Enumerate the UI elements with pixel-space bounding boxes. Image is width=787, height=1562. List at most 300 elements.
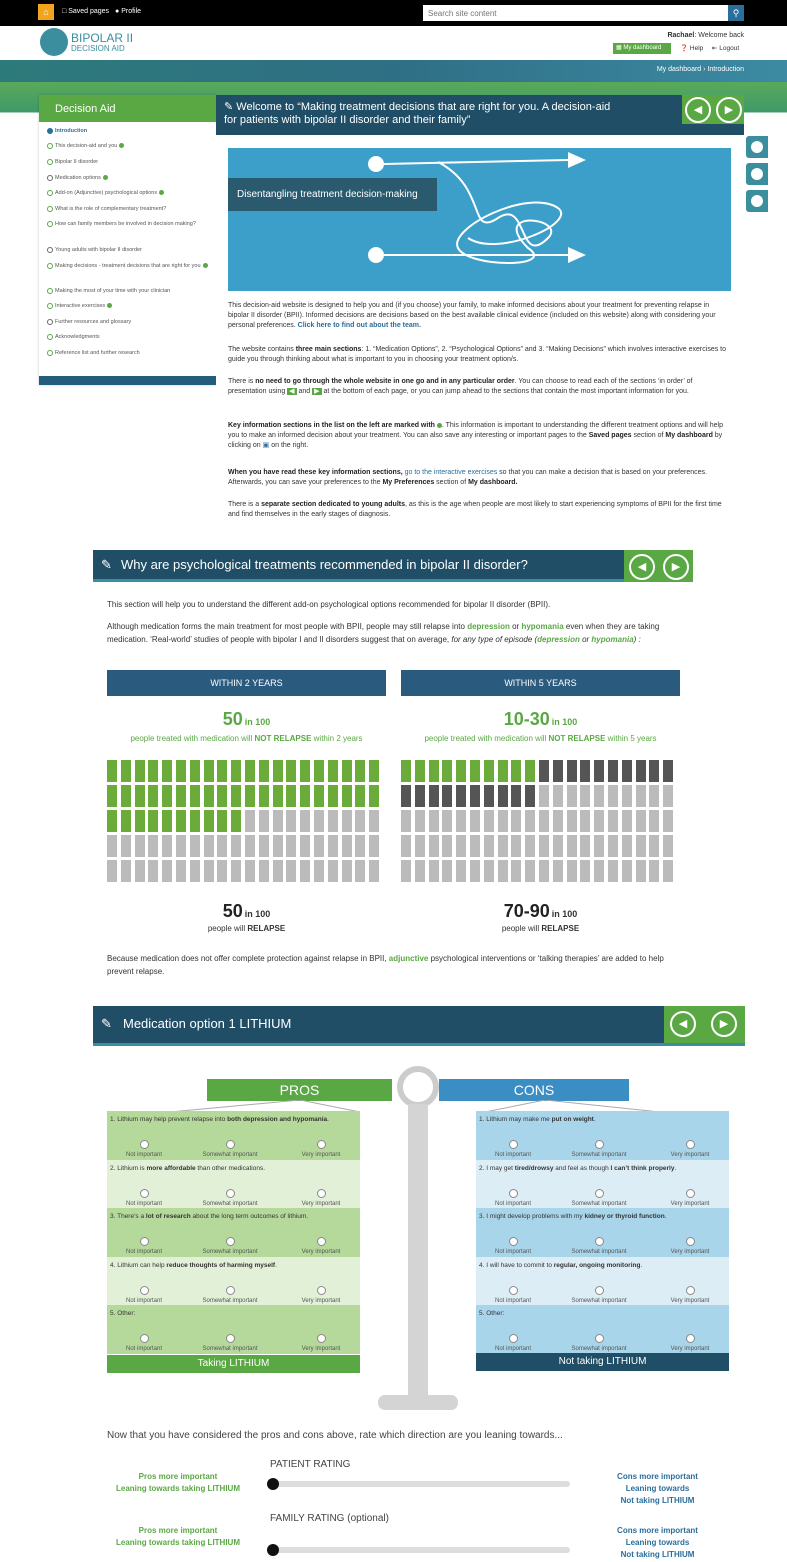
person-icon — [217, 785, 227, 807]
person-icon — [204, 810, 214, 832]
sidebar-item[interactable] — [55, 127, 210, 135]
sidebar-item[interactable] — [55, 302, 210, 310]
print-button[interactable] — [746, 190, 768, 212]
importance-radio[interactable]: Somewhat important — [569, 1140, 629, 1160]
cons-heading: CONS — [439, 1079, 629, 1101]
person-icon — [415, 835, 425, 857]
tangled-arrows-illustration — [228, 148, 731, 291]
person-icon — [470, 785, 480, 807]
person-icon — [649, 860, 659, 882]
sidebar-item[interactable] — [55, 262, 210, 270]
radio-circle-icon[interactable] — [317, 1286, 326, 1295]
importance-radio[interactable]: Somewhat important — [569, 1189, 629, 1209]
sidebar-item[interactable] — [55, 287, 210, 295]
person-icon — [470, 760, 480, 782]
importance-radio[interactable]: Somewhat important — [200, 1140, 260, 1160]
person-icon — [511, 785, 521, 807]
logout-icon: ⇤ — [712, 45, 718, 52]
relapse-2y-caption: people will RELAPSE — [207, 924, 286, 933]
psych-closing: Because medication does not offer complete protection against relapse in BPII, adjunctive psychological interventions or ‘talking therapies’ are added to help prevent relapse. — [107, 954, 664, 976]
person-icon — [342, 810, 352, 832]
person-icon — [355, 810, 365, 832]
person-icon — [342, 860, 352, 882]
radio-circle-icon[interactable] — [226, 1189, 235, 1198]
circle-icon — [47, 247, 53, 253]
radio-circle-icon[interactable] — [595, 1334, 604, 1343]
person-icon — [300, 810, 310, 832]
family-rating-slider[interactable] — [270, 1547, 570, 1553]
sidebar-item[interactable] — [55, 220, 210, 228]
person-icon — [525, 860, 535, 882]
person-icon — [401, 785, 411, 807]
person-icon — [594, 760, 604, 782]
importance-radio[interactable]: Somewhat important — [569, 1334, 629, 1354]
prev-button[interactable] — [670, 1011, 696, 1037]
person-icon — [415, 785, 425, 807]
importance-radio[interactable]: Not important — [483, 1140, 543, 1160]
person-icon — [135, 760, 145, 782]
person-icon — [580, 860, 590, 882]
radio-circle-icon[interactable] — [509, 1286, 518, 1295]
circle-icon — [47, 319, 53, 325]
person-icon — [567, 760, 577, 782]
person-icon — [190, 785, 200, 807]
check-circle-icon — [47, 206, 53, 212]
key-info-icon — [159, 190, 164, 195]
sidebar-item[interactable] — [55, 333, 210, 341]
importance-radio[interactable]: Very important — [291, 1140, 351, 1160]
person-icon — [245, 835, 255, 857]
person-icon — [204, 760, 214, 782]
person-icon — [176, 785, 186, 807]
sidebar-item[interactable] — [55, 349, 210, 357]
radio-circle-icon[interactable] — [140, 1140, 149, 1149]
person-icon — [663, 835, 673, 857]
person-icon — [342, 785, 352, 807]
person-icon — [176, 860, 186, 882]
person-icon — [429, 835, 439, 857]
person-icon — [328, 835, 338, 857]
person-icon — [498, 810, 508, 832]
radio-circle-icon[interactable] — [595, 1237, 604, 1246]
person-icon — [162, 810, 172, 832]
person-icon — [369, 835, 379, 857]
radio-circle-icon[interactable] — [140, 1237, 149, 1246]
person-icon — [204, 785, 214, 807]
importance-radio[interactable]: Not important — [483, 1286, 543, 1306]
person-icon — [442, 810, 452, 832]
pencil-icon: ✎ — [101, 1016, 112, 1031]
dashboard-button[interactable]: ▦ My dashboard — [613, 43, 671, 54]
person-icon — [553, 810, 563, 832]
person-icon — [498, 760, 508, 782]
edit-icon — [751, 141, 763, 153]
radio-circle-icon[interactable] — [509, 1334, 518, 1343]
person-icon — [190, 760, 200, 782]
patient-rating-handle[interactable] — [267, 1478, 279, 1490]
rating-prompt: Now that you have considered the pros and cons above, rate which direction are you leaning towards... — [107, 1430, 563, 1441]
family-rating-handle[interactable] — [267, 1544, 279, 1556]
person-icon — [314, 835, 324, 857]
sidebar-item[interactable] — [55, 158, 210, 166]
person-icon — [135, 810, 145, 832]
sidebar-item[interactable] — [55, 174, 210, 182]
person-icon — [148, 835, 158, 857]
importance-radio[interactable]: Very important — [291, 1237, 351, 1257]
arrow-right-icon: ▶ — [724, 104, 734, 116]
person-icon — [525, 835, 535, 857]
radio-circle-icon[interactable] — [509, 1140, 518, 1149]
person-icon — [636, 760, 646, 782]
radio-circle-icon[interactable] — [595, 1286, 604, 1295]
person-icon — [663, 760, 673, 782]
radio-circle-icon[interactable] — [686, 1334, 695, 1343]
arrow-left-icon: ◀ — [637, 561, 647, 573]
intro-title: ✎ Welcome to “Making treatment decisions that are right for you. A decision-aid for patients with bipolar II disorder and their family” — [224, 101, 611, 126]
person-icon — [401, 810, 411, 832]
save-page-button[interactable] — [746, 163, 768, 185]
person-icon — [273, 760, 283, 782]
importance-radio[interactable]: Very important — [660, 1189, 720, 1209]
save-page-icon: ▣ — [262, 442, 270, 449]
radio-circle-icon[interactable] — [686, 1140, 695, 1149]
logout-link[interactable]: ⇤ Logout — [712, 45, 740, 52]
importance-radio[interactable]: Somewhat important — [200, 1286, 260, 1306]
person-icon — [553, 835, 563, 857]
person-icon — [484, 810, 494, 832]
sidebar-item[interactable] — [55, 246, 210, 254]
pros-heading: PROS — [207, 1079, 392, 1101]
sidebar-item-label: This decision-aid and you — [55, 143, 118, 149]
pro-item: 1. Lithium may help prevent relapse into both depression and hypomania. Not important Somewhat important Very important — [107, 1111, 360, 1160]
person-icon — [553, 760, 563, 782]
importance-radio[interactable]: Not important — [114, 1334, 174, 1354]
family-right-label: Cons more important Leaning towards Not taking LITHIUM — [617, 1526, 698, 1559]
pro-item: 5. Other: Not important Somewhat important Very important — [107, 1305, 360, 1354]
next-button[interactable] — [716, 97, 742, 123]
person-icon — [121, 835, 131, 857]
person-icon — [162, 835, 172, 857]
person-icon — [300, 860, 310, 882]
sidebar-item-label: Acknowledgments — [55, 334, 100, 340]
importance-radio[interactable]: Not important — [114, 1140, 174, 1160]
sidebar-item-label: Reference list and further research — [55, 350, 140, 356]
person-icon — [259, 760, 269, 782]
radio-circle-icon[interactable] — [317, 1334, 326, 1343]
importance-radio[interactable]: Not important — [114, 1237, 174, 1257]
person-icon — [484, 835, 494, 857]
key-info-icon — [203, 263, 208, 268]
person-icon — [636, 785, 646, 807]
prev-button[interactable] — [685, 97, 711, 123]
radio-circle-icon[interactable] — [509, 1237, 518, 1246]
pro-item: 3. There’s a lot of research about the long term outcomes of lithium. Not important Somewhat important Very important — [107, 1208, 360, 1257]
radio-circle-icon[interactable] — [226, 1286, 235, 1295]
radio-circle-icon[interactable] — [226, 1237, 235, 1246]
importance-radio[interactable]: Somewhat important — [569, 1237, 629, 1257]
radio-circle-icon[interactable] — [686, 1189, 695, 1198]
sidebar-footer — [39, 376, 216, 385]
person-icon — [622, 760, 632, 782]
con-item: 1. Lithium may make me put on weight. Not important Somewhat important Very important — [476, 1111, 729, 1160]
importance-radio[interactable]: Very important — [291, 1189, 351, 1209]
circle-icon — [47, 175, 53, 181]
person-icon — [217, 860, 227, 882]
radio-circle-icon[interactable] — [317, 1189, 326, 1198]
help-link[interactable]: ❓ Help — [680, 45, 704, 52]
person-icon — [442, 760, 452, 782]
person-icon — [259, 810, 269, 832]
importance-radio[interactable]: Somewhat important — [569, 1286, 629, 1306]
person-icon — [415, 760, 425, 782]
person-icon — [314, 760, 324, 782]
check-circle-icon — [47, 350, 53, 356]
within-5-years-bar: WITHIN 5 YEARS — [401, 670, 680, 696]
scale-base — [378, 1395, 458, 1410]
within-2-years-bar: WITHIN 2 YEARS — [107, 670, 386, 696]
importance-radio[interactable]: Very important — [660, 1334, 720, 1354]
dashboard-icon: ▦ — [616, 45, 622, 51]
family-left-label: Pros more important Leaning towards taking LITHIUM — [115, 1526, 240, 1547]
person-icon — [300, 835, 310, 857]
help-icon: ❓ — [680, 45, 689, 52]
sidebar-item-label: Making the most of your time with your clinician — [55, 288, 171, 294]
person-icon — [580, 835, 590, 857]
person-icon — [190, 810, 200, 832]
pro-item: 2. Lithium is more affordable than other medications. Not important Somewhat important Very important — [107, 1160, 360, 1209]
person-icon — [121, 810, 131, 832]
person-icon — [511, 835, 521, 857]
person-icon — [355, 860, 365, 882]
relapse-5y: 70-90 in 100 — [503, 901, 578, 921]
person-icon — [273, 810, 283, 832]
person-icon — [217, 810, 227, 832]
person-icon — [567, 785, 577, 807]
person-icon — [594, 785, 604, 807]
importance-radio[interactable]: Not important — [114, 1286, 174, 1306]
profile-link[interactable]: ● Profile — [115, 8, 142, 15]
lithium-title: Medication option 1 LITHIUM — [123, 1016, 292, 1031]
person-icon — [204, 835, 214, 857]
sidebar-item-label: Bipolar II disorder — [55, 159, 99, 165]
person-icon — [511, 860, 521, 882]
intro-paragraph-4: Key information sections in the list on the left are marked with . This information is important to understanding the different treatment options and will help you to make an informed decision about your treatment. You can also save any interesting or important pages to the Saved pages section of My dashboard by clicking on ▣ on the right. — [228, 422, 723, 449]
person-icon — [121, 760, 131, 782]
home-icon[interactable]: ⌂ — [38, 4, 54, 20]
circle-icon — [47, 128, 53, 134]
importance-radio[interactable]: Somewhat important — [200, 1237, 260, 1257]
stat-2y-caption: people treated with medication will NOT RELAPSE within 2 years — [130, 734, 363, 743]
icon-array-5y — [401, 760, 677, 882]
sidebar-item-label: Making decisions - treatment decisions that are right for you — [55, 263, 201, 269]
person-icon — [148, 860, 158, 882]
radio-circle-icon[interactable] — [317, 1237, 326, 1246]
radio-circle-icon[interactable] — [140, 1334, 149, 1343]
next-button[interactable] — [663, 554, 689, 580]
importance-radio[interactable]: Very important — [660, 1140, 720, 1160]
person-icon — [608, 760, 618, 782]
con-item: 4. I will have to commit to regular, ongoing monitoring. Not important Somewhat important Very important — [476, 1257, 729, 1306]
person-icon — [245, 760, 255, 782]
logo-icon[interactable] — [40, 28, 68, 56]
next-button[interactable] — [711, 1011, 737, 1037]
person-icon — [300, 760, 310, 782]
person-icon — [649, 835, 659, 857]
person-icon — [328, 785, 338, 807]
sidebar-item[interactable] — [55, 205, 210, 213]
next-icon: ▶ — [314, 388, 320, 395]
person-icon — [231, 785, 241, 807]
importance-radio[interactable]: Very important — [291, 1334, 351, 1354]
importance-radio[interactable]: Not important — [114, 1189, 174, 1209]
pencil-icon: ✎ — [224, 101, 234, 113]
person-icon — [135, 835, 145, 857]
person-icon — [401, 860, 411, 882]
save-icon — [751, 168, 763, 180]
search-icon: ⚲ — [732, 8, 740, 18]
check-circle-icon — [47, 190, 53, 196]
importance-radio[interactable]: Somewhat important — [200, 1189, 260, 1209]
interactive-exercises-link[interactable]: go to the interactive exercises — [404, 469, 498, 476]
arrow-right-icon: ▶ — [671, 561, 681, 573]
psych-paragraph: Although medication forms the main treatment for most people with BPII, people may still relapse into depression or hypomania even when they are taking medication. ‘Real-world’ studies of people with bipolar I and II disorders suggest that on average, for any type of episode (depression or hypomania) : — [107, 622, 660, 644]
patient-rating-slider[interactable] — [270, 1481, 570, 1487]
patient-rating-label: PATIENT RATING — [270, 1459, 351, 1470]
search-button[interactable] — [728, 5, 744, 21]
person-icon — [539, 760, 549, 782]
person-icon — [369, 760, 379, 782]
radio-circle-icon[interactable] — [140, 1189, 149, 1198]
person-icon — [594, 810, 604, 832]
person-icon — [245, 785, 255, 807]
person-icon — [442, 785, 452, 807]
radio-circle-icon[interactable] — [140, 1286, 149, 1295]
sidebar-item-label: Interactive exercises — [55, 303, 106, 309]
radio-circle-icon[interactable] — [317, 1140, 326, 1149]
person-icon — [525, 810, 535, 832]
logo-title: BIPOLAR II — [71, 31, 134, 45]
radio-circle-icon[interactable] — [686, 1286, 695, 1295]
pencil-icon: ✎ — [101, 557, 112, 572]
taking-lithium-bar: Taking LITHIUM — [107, 1355, 360, 1373]
person-icon — [259, 835, 269, 857]
person-icon — [314, 785, 324, 807]
breadcrumb[interactable]: My dashboard › Introduction — [656, 66, 744, 73]
person-icon — [608, 860, 618, 882]
person-icon — [484, 860, 494, 882]
person-icon — [442, 860, 452, 882]
person-icon — [107, 835, 117, 857]
radio-circle-icon[interactable] — [509, 1189, 518, 1198]
person-icon — [567, 860, 577, 882]
person-icon — [498, 785, 508, 807]
con-item: 5. Other: Not important Somewhat important Very important — [476, 1305, 729, 1354]
person-icon — [314, 810, 324, 832]
key-info-icon — [107, 303, 112, 308]
saved-pages-link[interactable]: □ Saved pages — [62, 8, 110, 15]
check-circle-icon — [47, 334, 53, 340]
team-link[interactable]: Click here to find out about the team. — [297, 322, 421, 329]
person-icon — [328, 810, 338, 832]
importance-radio[interactable]: Very important — [660, 1286, 720, 1306]
person-icon — [286, 835, 296, 857]
person-icon — [328, 760, 338, 782]
person-icon — [162, 760, 172, 782]
intro-paragraph-3: There is no need to go through the whole website in one go and in any particular order. You can choose to read each of the sections ‘in order’ of presentation using ◀ and ▶ at the bottom of each page, or you can jump ahead to the sections that contain the most important information for you. — [228, 378, 693, 395]
person-icon — [470, 810, 480, 832]
radio-circle-icon[interactable] — [226, 1334, 235, 1343]
sidebar-item-label: Add-on (Adjunctive) psychological options — [55, 190, 158, 196]
prev-button[interactable] — [629, 554, 655, 580]
person-icon — [580, 810, 590, 832]
notes-button[interactable] — [746, 136, 768, 158]
importance-radio[interactable]: Very important — [660, 1237, 720, 1257]
logo-subtitle: DECISION AID — [71, 44, 125, 53]
person-icon — [636, 860, 646, 882]
person-icon — [456, 760, 466, 782]
stat-5y: 10-30 in 100 — [503, 709, 578, 729]
person-icon — [456, 835, 466, 857]
person-icon — [273, 860, 283, 882]
person-icon — [429, 810, 439, 832]
intro-paragraph-6: There is a separate section dedicated to young adults, as this is the age when people are most likely to start experiencing symptoms of BPII for the first time and find themselves in the early stages of diagnosis. — [228, 501, 722, 518]
sidebar-item[interactable] — [55, 189, 210, 197]
person-icon — [525, 760, 535, 782]
psych-title: Why are psychological treatments recommended in bipolar II disorder? — [121, 557, 528, 572]
check-circle-icon — [47, 221, 53, 227]
sidebar-item[interactable] — [55, 142, 210, 150]
person-icon — [245, 860, 255, 882]
sidebar-item[interactable] — [55, 318, 210, 326]
person-icon — [511, 810, 521, 832]
radio-circle-icon[interactable] — [595, 1140, 604, 1149]
person-icon — [539, 810, 549, 832]
importance-radio[interactable]: Not important — [483, 1237, 543, 1257]
radio-circle-icon[interactable] — [686, 1237, 695, 1246]
person-icon — [470, 860, 480, 882]
person-icon — [176, 810, 186, 832]
person-icon — [162, 785, 172, 807]
person-icon — [470, 835, 480, 857]
patient-right-label: Cons more important Leaning towards Not taking LITHIUM — [617, 1472, 698, 1505]
person-icon — [622, 785, 632, 807]
check-circle-icon — [47, 143, 53, 149]
person-icon — [342, 835, 352, 857]
radio-circle-icon[interactable] — [226, 1140, 235, 1149]
print-icon — [751, 195, 763, 207]
person-icon — [148, 810, 158, 832]
person-icon — [511, 760, 521, 782]
person-icon — [567, 835, 577, 857]
person-icon — [649, 810, 659, 832]
person-icon — [300, 785, 310, 807]
importance-radio[interactable]: Not important — [483, 1334, 543, 1354]
importance-radio[interactable]: Very important — [291, 1286, 351, 1306]
sidebar-title: Decision Aid — [39, 95, 216, 122]
person-icon — [498, 860, 508, 882]
radio-circle-icon[interactable] — [595, 1189, 604, 1198]
person-icon — [429, 760, 439, 782]
sidebar-item-label: Medication options — [55, 175, 101, 181]
person-icon — [484, 760, 494, 782]
importance-radio[interactable]: Not important — [483, 1189, 543, 1209]
person-icon — [553, 860, 563, 882]
sidebar-item-label: Further resources and glossary — [55, 319, 132, 325]
person-icon — [636, 810, 646, 832]
search-input[interactable] — [423, 5, 728, 21]
importance-radio[interactable]: Somewhat important — [200, 1334, 260, 1354]
sidebar-item-label: What is the role of complementary treatment? — [55, 206, 167, 212]
